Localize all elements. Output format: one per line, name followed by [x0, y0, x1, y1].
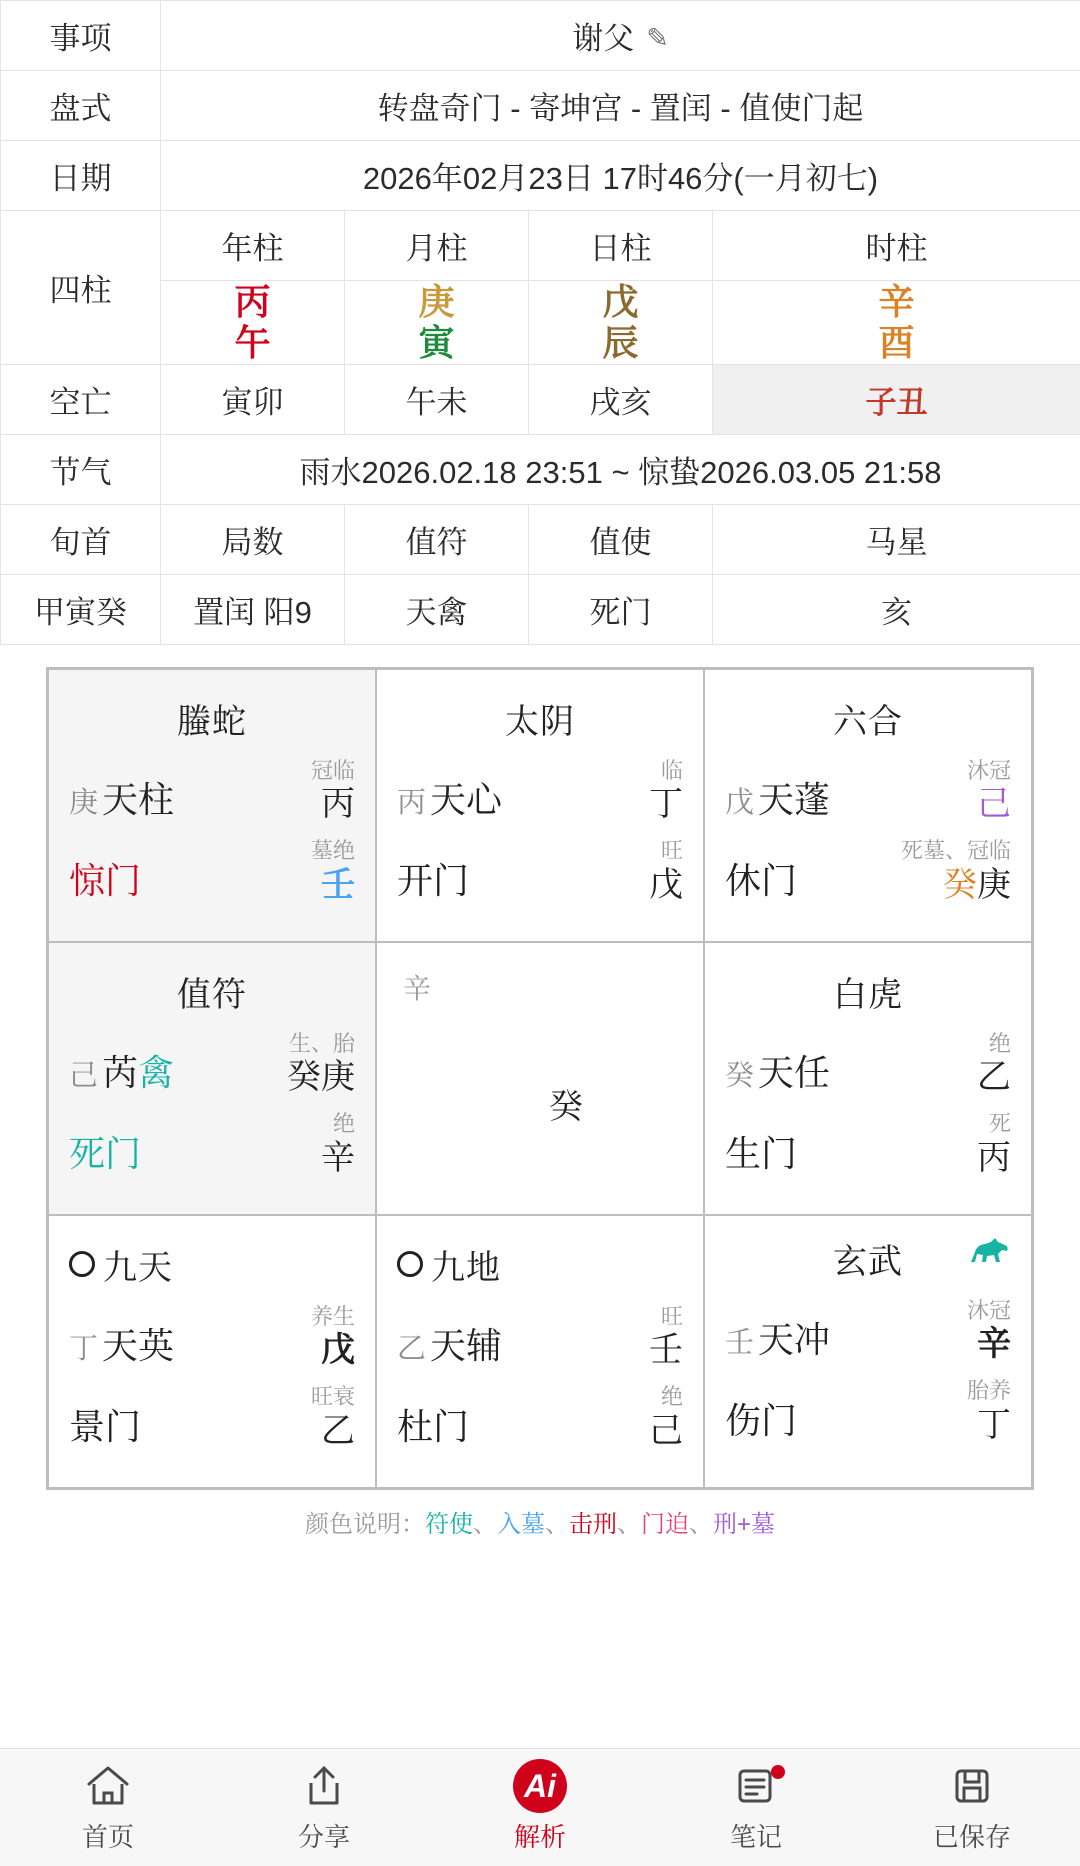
palace-right-top: 戊 — [321, 1331, 355, 1370]
kongwang-year: 寅卯 — [161, 364, 345, 434]
kongwang-day: 戌亥 — [529, 364, 713, 434]
legend-item-rumu: 入墓 — [496, 1510, 545, 1538]
summary-value-row — [1, 574, 1080, 644]
summary-head-maxing: 马星 — [713, 504, 1080, 574]
date-value[interactable]: 2026年02月23日 17时46分(一月初七) — [161, 141, 1080, 211]
palace-zhen[interactable] — [48, 942, 376, 1215]
summary-head-zhishi: 值使 — [529, 504, 713, 574]
legend-item-jixing: 击刑 — [568, 1510, 617, 1538]
tab-saved[interactable] — [864, 1749, 1080, 1866]
palace-gan-pre: 庚 — [69, 787, 99, 820]
kongwang-hour-text: 子丑 — [865, 384, 928, 420]
palace-right-top-tag: 绝 — [988, 1030, 1011, 1056]
palace-center[interactable] — [376, 942, 704, 1215]
palace-gen[interactable] — [48, 1215, 376, 1488]
palace-right-top: 丁 — [649, 785, 683, 824]
tab-notes[interactable] — [648, 1749, 864, 1866]
palace-star: 天任 — [758, 1052, 831, 1094]
legend-sep-4: 、 — [688, 1510, 713, 1538]
note-icon — [733, 1761, 779, 1811]
palace-god-text: 九地 — [431, 1248, 501, 1287]
pillar-hour — [713, 281, 1080, 365]
kongwang-row — [1, 364, 1080, 434]
palace-right-top: 己 — [977, 785, 1011, 824]
jieqi-label: 节气 — [1, 434, 161, 504]
summary-head-jushu: 局数 — [161, 504, 345, 574]
palace-gan-pre: 己 — [69, 1060, 99, 1093]
legend — [46, 1504, 1034, 1539]
palace-dui[interactable] — [704, 942, 1032, 1215]
pillar-year-gan: 丙 — [234, 281, 271, 322]
pillar-head-year: 年柱 — [161, 211, 345, 281]
edit-icon[interactable]: ✎ — [646, 23, 669, 53]
palace-right-top-tag: 冠临 — [310, 757, 355, 783]
subject-label: 事项 — [1, 1, 161, 71]
palace-gan-pre: 乙 — [397, 1333, 427, 1366]
palace-right-bot: 戊 — [649, 866, 683, 905]
palace-god: 白虎 — [833, 975, 903, 1014]
kongwang-month: 午未 — [345, 364, 529, 434]
palace-right-top-tag: 临 — [660, 757, 683, 783]
palace-right-top-tag: 旺 — [660, 1303, 683, 1329]
summary-head-xunshou: 旬首 — [1, 504, 161, 574]
pillar-month-gan: 庚 — [418, 281, 455, 322]
pillar-day-gan: 戊 — [602, 281, 639, 322]
palace-star: 天冲 — [758, 1319, 831, 1361]
palace-right-top-tag: 沐冠 — [966, 1297, 1011, 1323]
ai-icon — [513, 1761, 567, 1811]
ai-badge: Ai — [513, 1759, 567, 1813]
palace-star: 天柱 — [102, 779, 175, 821]
panshi-label: 盘式 — [1, 71, 161, 141]
summary-head-row — [1, 504, 1080, 574]
legend-item-menpo: 门迫 — [640, 1510, 689, 1538]
palace-gan-pre: 壬 — [725, 1327, 755, 1360]
info-table — [0, 0, 1080, 645]
kongwang-label: 空亡 — [1, 364, 161, 434]
subject-row — [1, 1, 1080, 71]
palace-god — [397, 1240, 683, 1289]
palace-right-bot: 己 — [649, 1412, 683, 1451]
legend-sep-1: 、 — [472, 1510, 497, 1538]
palace-right-bot-tag: 墓绝 — [310, 838, 355, 864]
palace-right-bot-tag: 旺衰 — [310, 1384, 355, 1410]
circle-icon — [397, 1251, 423, 1277]
palace-star: 天辅 — [430, 1325, 503, 1367]
palace-li[interactable] — [376, 669, 704, 942]
palace-star: 芮禽 — [102, 1052, 175, 1094]
pillar-month-zhi: 寅 — [418, 322, 455, 364]
palace-right-bot-tag: 绝 — [660, 1384, 683, 1410]
palace-god: 玄武 — [833, 1242, 903, 1281]
tab-analysis[interactable] — [432, 1749, 648, 1866]
palace-star: 天蓬 — [758, 779, 831, 821]
panshi-row — [1, 71, 1080, 141]
qimen-chart — [0, 645, 1080, 1539]
palace-right-top-tag: 生、胎 — [288, 1030, 355, 1056]
pillar-year-zhi: 午 — [234, 322, 271, 364]
palace-right-top: 壬 — [649, 1331, 683, 1370]
bottom-tab-bar — [0, 1748, 1080, 1866]
nine-palace-grid — [46, 667, 1034, 1490]
palace-right-top: 乙 — [977, 1058, 1011, 1097]
palace-gan-pre: 丙 — [397, 787, 427, 820]
panshi-value: 转盘奇门 - 寄坤宫 - 置闰 - 值使门起 — [161, 71, 1080, 141]
legend-sep-3: 、 — [616, 1510, 641, 1538]
palace-star: 天英 — [102, 1325, 175, 1367]
save-icon — [950, 1761, 994, 1811]
palace-right-bot-tag: 绝 — [332, 1111, 355, 1137]
jieqi-row — [1, 434, 1080, 504]
note-badge-dot — [771, 1765, 785, 1779]
palace-god: 太阴 — [505, 702, 575, 741]
palace-xun[interactable] — [48, 669, 376, 942]
legend-item-fushi: 符使 — [424, 1510, 473, 1538]
palace-god: 值符 — [177, 975, 247, 1014]
palace-gate: 伤门 — [725, 1400, 798, 1442]
sizhu-label: 四柱 — [1, 211, 161, 365]
home-icon — [85, 1761, 131, 1811]
tab-home[interactable] — [0, 1749, 216, 1866]
palace-kun[interactable] — [704, 669, 1032, 942]
palace-right-top: 丙 — [321, 785, 355, 824]
palace-god: 螣蛇 — [177, 702, 247, 741]
legend-item-xingmu: 刑+墓 — [712, 1510, 775, 1538]
horse-icon — [965, 1236, 1011, 1266]
legend-prefix: 颜色说明： — [304, 1510, 425, 1538]
summary-value-zhishi: 死门 — [529, 574, 713, 644]
pillar-hour-zhi: 酉 — [878, 322, 915, 364]
palace-right-bot: 丙 — [977, 1139, 1011, 1178]
center-bottom-right: 癸 — [549, 1087, 583, 1126]
tab-home-label: 首页 — [81, 1822, 134, 1852]
date-row — [1, 141, 1080, 211]
summary-value-jushu: 置闰 阳9 — [161, 574, 345, 644]
palace-right-bot: 癸庚 — [943, 866, 1011, 905]
palace-gate: 杜门 — [397, 1406, 470, 1448]
palace-right-bot: 乙 — [321, 1412, 355, 1451]
pillar-head-hour: 时柱 — [713, 211, 1080, 281]
summary-value-zhifu: 天禽 — [345, 574, 529, 644]
share-icon — [302, 1761, 346, 1811]
palace-right-top-tag: 沐冠 — [966, 757, 1011, 783]
tab-saved-label: 已保存 — [932, 1822, 1011, 1852]
summary-value-maxing: 亥 — [713, 574, 1080, 644]
palace-right-bot-tag: 旺 — [660, 838, 683, 864]
date-label: 日期 — [1, 141, 161, 211]
summary-head-zhifu: 值符 — [345, 504, 529, 574]
palace-gate: 开门 — [397, 860, 470, 902]
subject-value-cell[interactable] — [161, 1, 1080, 71]
pillar-day-zhi: 辰 — [602, 322, 639, 364]
legend-sep-2: 、 — [544, 1510, 569, 1538]
palace-right-bot: 辛 — [321, 1139, 355, 1178]
tab-analysis-label: 解析 — [513, 1822, 566, 1852]
palace-gan-pre: 丁 — [69, 1333, 99, 1366]
palace-gate: 惊门 — [69, 860, 142, 902]
palace-right-bot-tag: 胎养 — [966, 1378, 1011, 1404]
kongwang-hour — [713, 364, 1080, 434]
palace-gate: 休门 — [725, 860, 798, 902]
pillar-hour-gan: 辛 — [878, 281, 915, 322]
palace-god: 六合 — [833, 702, 903, 741]
palace-right-top: 癸庚 — [287, 1058, 355, 1097]
summary-value-xunshou: 甲寅癸 — [1, 574, 161, 644]
pillar-head-row — [1, 211, 1080, 281]
palace-gan-pre: 癸 — [725, 1060, 755, 1093]
palace-god-text: 九天 — [103, 1248, 173, 1287]
pillar-head-month: 月柱 — [345, 211, 529, 281]
palace-right-bot-tag: 死 — [988, 1111, 1011, 1137]
pillar-month — [345, 281, 529, 365]
pillar-head-day: 日柱 — [529, 211, 713, 281]
palace-gan-pre: 戊 — [725, 787, 755, 820]
palace-gate: 景门 — [69, 1406, 142, 1448]
palace-right-top: 辛 — [977, 1325, 1011, 1364]
subject-value: 谢父 — [572, 21, 635, 56]
circle-icon — [69, 1251, 95, 1277]
palace-right-bot: 丁 — [977, 1406, 1011, 1445]
palace-kan[interactable] — [376, 1215, 704, 1488]
center-top-left: 辛 — [403, 972, 432, 1004]
palace-right-bot: 壬 — [321, 866, 355, 905]
pillar-day — [529, 281, 713, 365]
tab-share-label: 分享 — [297, 1822, 350, 1852]
palace-gate: 生门 — [725, 1133, 798, 1175]
palace-right-top-tag: 养生 — [310, 1303, 355, 1329]
palace-god — [69, 1240, 355, 1289]
pillar-year — [161, 281, 345, 365]
tab-share[interactable] — [216, 1749, 432, 1866]
palace-gate: 死门 — [69, 1133, 142, 1175]
pillar-value-row — [1, 281, 1080, 365]
palace-qian[interactable] — [704, 1215, 1032, 1488]
palace-star: 天心 — [430, 779, 503, 821]
tab-notes-label: 笔记 — [729, 1822, 782, 1852]
jieqi-value: 雨水2026.02.18 23:51 ~ 惊蛰2026.03.05 21:58 — [161, 434, 1080, 504]
palace-right-bot-tag: 死墓、冠临 — [900, 838, 1011, 864]
